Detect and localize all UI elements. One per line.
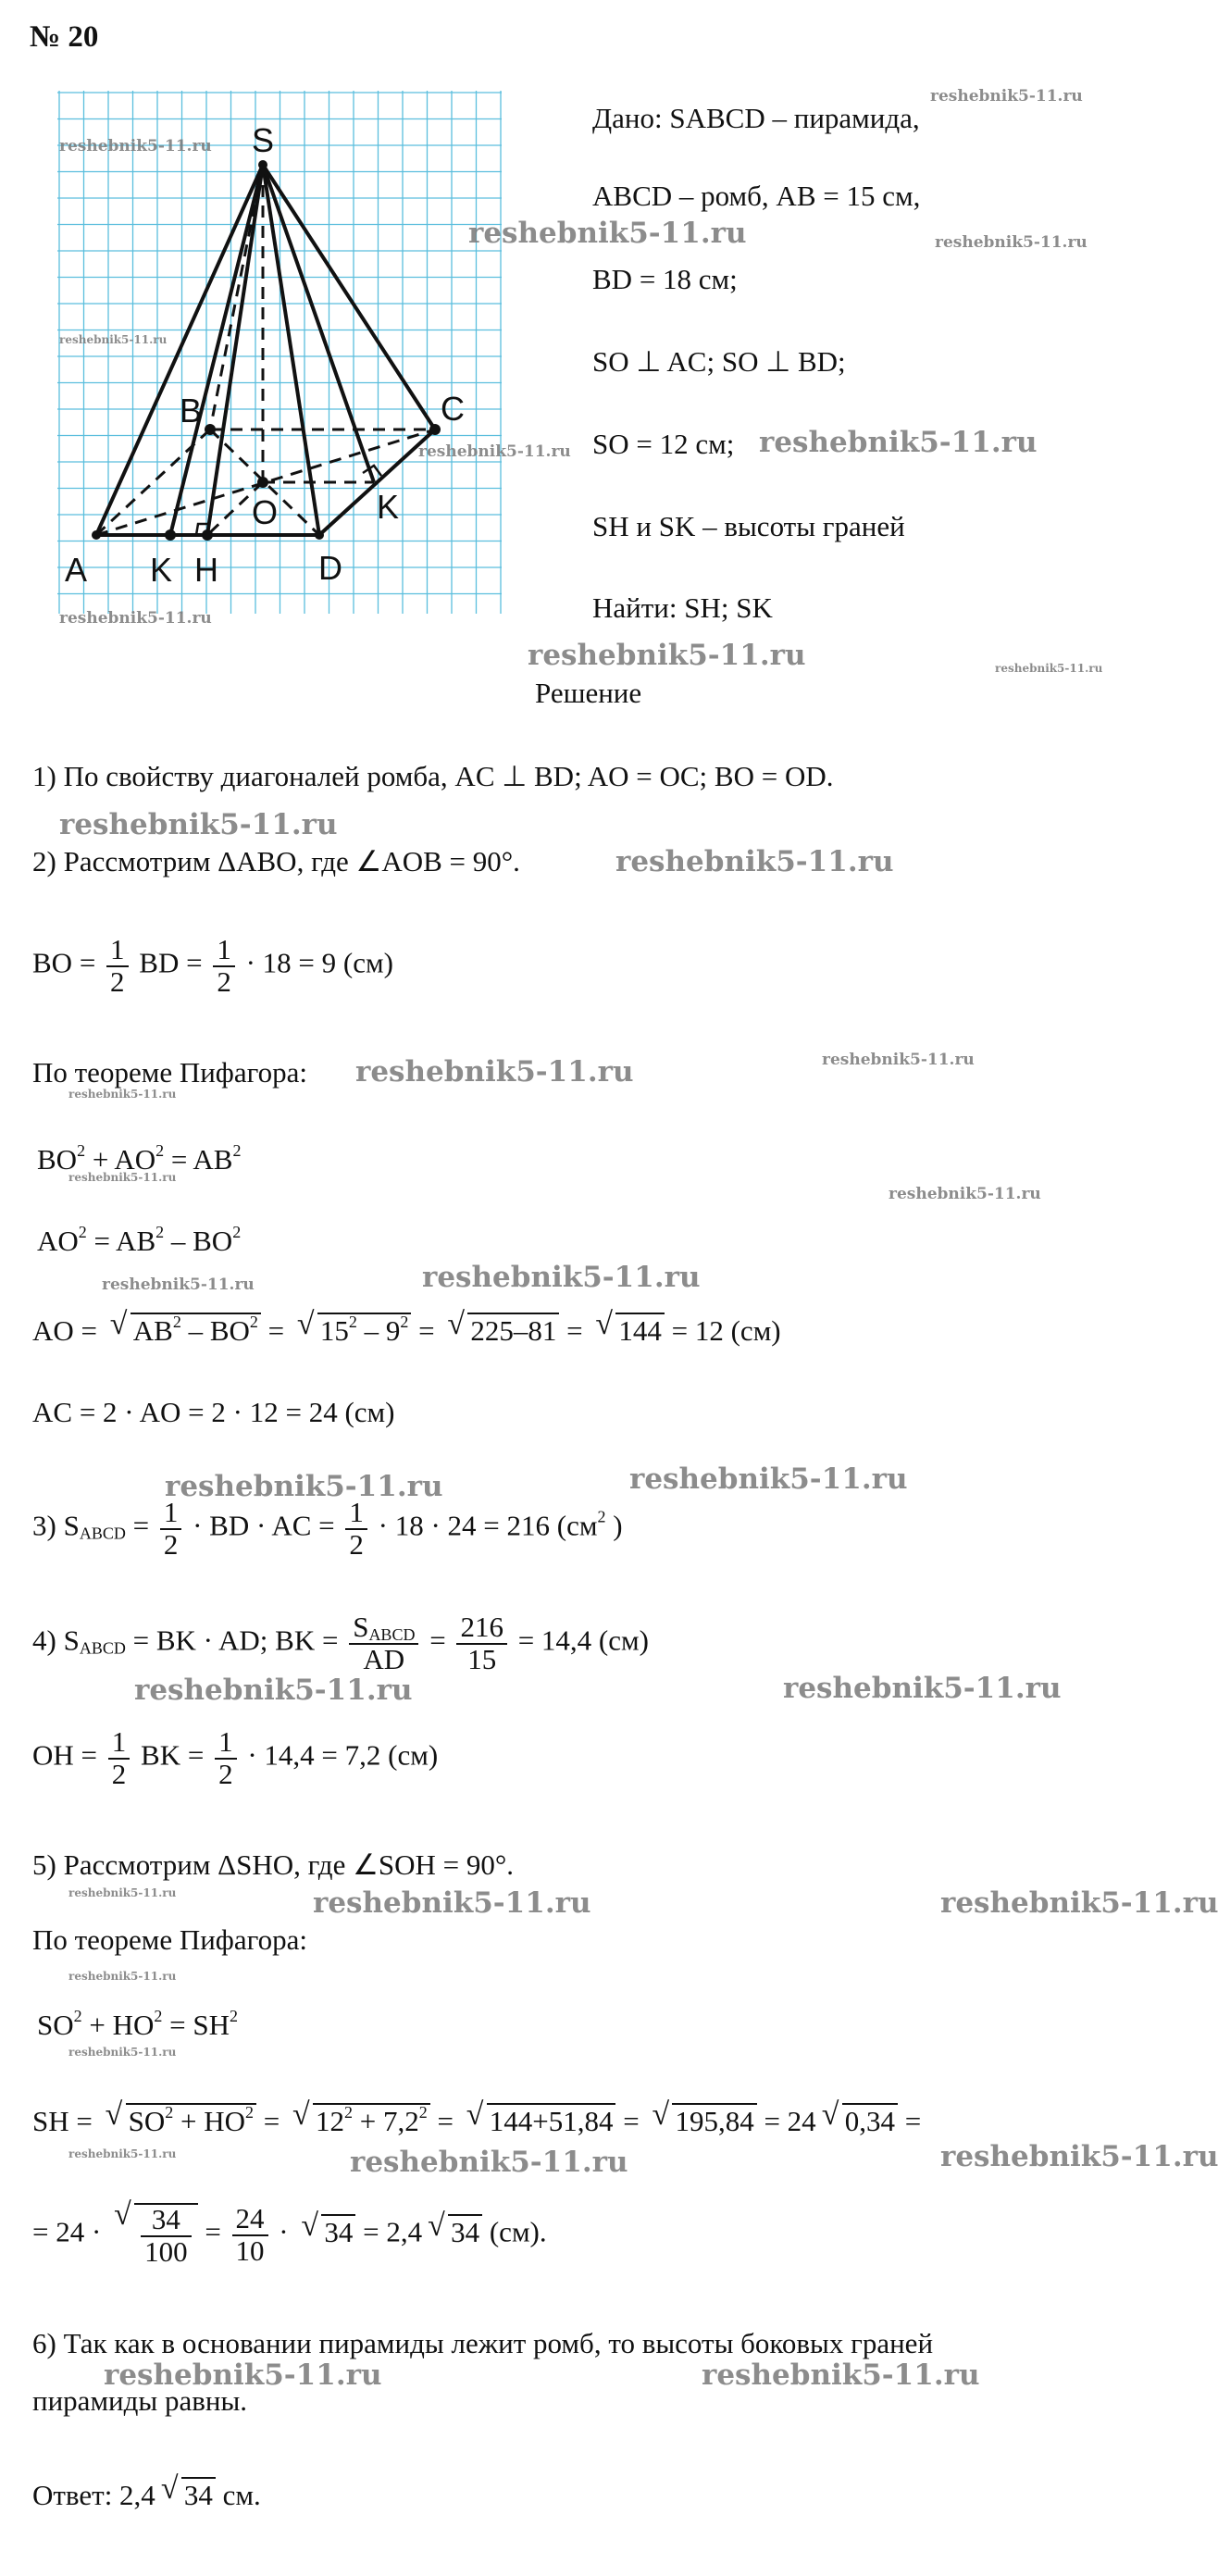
label-H: H xyxy=(194,551,218,589)
watermark: reshebnik5-11.ru xyxy=(59,137,212,156)
watermark: reshebnik5-11.ru xyxy=(350,2146,628,2179)
watermark: reshebnik5-11.ru xyxy=(822,1051,975,1069)
watermark: reshebnik5-11.ru xyxy=(930,87,1083,106)
step-3: 3) $S_{ABCD}$ = $\frac{1}{2}$ · BD · AC = $\frac{1}{2}$ · 18 · 24 = 216 ($см^2$ ) xyxy=(32,1496,623,1561)
eq-bo-ao: $BO^2 + AO^2 = AB^2$ xyxy=(37,1141,242,1176)
watermark: reshebnik5-11.ru xyxy=(134,1674,413,1707)
step-6-line-1: 6) Так как в основании пирамиды лежит ромб, то высоты боковых граней xyxy=(32,2327,934,2359)
solution-title: Решение xyxy=(535,677,642,709)
watermark: reshebnik5-11.ru xyxy=(422,1261,701,1294)
watermark: reshebnik5-11.ru xyxy=(59,609,212,628)
watermark: reshebnik5-11.ru xyxy=(59,333,168,346)
label-C: C xyxy=(441,390,465,428)
watermark: reshebnik5-11.ru xyxy=(104,2358,382,2392)
watermark: reshebnik5-11.ru xyxy=(759,426,1038,459)
edge-AB xyxy=(96,429,210,535)
watermark: reshebnik5-11.ru xyxy=(629,1462,908,1496)
watermark: reshebnik5-11.ru xyxy=(783,1672,1062,1705)
given-line-7: Найти: SH; SK xyxy=(592,591,773,624)
watermark: reshebnik5-11.ru xyxy=(313,1886,591,1920)
eq-ac: AC = 2 · AO = 2 · 12 = 24 (см) xyxy=(32,1396,395,1428)
step-1: 1) По свойству диагоналей ромба, AC ⊥ BD; AO = OC; BO = OD. xyxy=(32,760,834,792)
eq-sh: SH = √ $SO^2 + HO^2$ = √ $12^2 + 7,2^2$ = √ 144+51,84 = √ 195,84 = 24√ 0,34 = xyxy=(32,2103,921,2138)
problem-number: № 20 xyxy=(30,20,99,54)
watermark: reshebnik5-11.ru xyxy=(418,442,571,461)
given-line-1: Дано: SABCD – пирамида, xyxy=(592,102,920,134)
pyramid-figure xyxy=(57,91,503,616)
step-5: 5) Рассмотрим ΔSHO, где ∠SOH = 90°. xyxy=(32,1848,515,1881)
label-K2: K xyxy=(377,488,400,526)
watermark: reshebnik5-11.ru xyxy=(68,2147,177,2160)
watermark: reshebnik5-11.ru xyxy=(468,217,747,250)
given-line-3: BD = 18 см; xyxy=(592,263,738,295)
label-S: S xyxy=(252,121,275,159)
edge-SC xyxy=(263,165,435,429)
step-4: 4) $S_{ABCD}$ = BK · AD; BK = $\frac{S_{ABCD}}{AD}$ = $\frac{216}{15}$ = 14,4 (см) xyxy=(32,1611,649,1675)
label-O: O xyxy=(252,493,279,531)
given-line-2: ABCD – ромб, AB = 15 см, xyxy=(592,180,921,212)
watermark: reshebnik5-11.ru xyxy=(68,2046,177,2059)
given-line-4: SO ⊥ AC; SO ⊥ BD; xyxy=(592,345,846,378)
watermark: reshebnik5-11.ru xyxy=(102,1276,255,1294)
eq-oh: OH = $\frac{1}{2}$ BK = $\frac{1}{2}$ · 14,4 = 7,2 (см) xyxy=(32,1725,439,1790)
eq-sh-2: = 24 · √ $\frac{34}{100}$ = $\frac{24}{10}$ · √ 34 = 2,4√ 34 (см). xyxy=(32,2203,547,2267)
pythagoras-2: По теореме Пифагора: xyxy=(32,1923,307,1956)
watermark: reshebnik5-11.ru xyxy=(68,1970,177,1983)
eq-bo: BO = $\frac{1}{2}$ BD = $\frac{1}{2}$ · 18 = 9 (см) xyxy=(32,933,393,998)
edge-SA xyxy=(96,165,263,535)
label-A: A xyxy=(65,551,88,589)
watermark: reshebnik5-11.ru xyxy=(165,1470,443,1503)
step-2: 2) Рассмотрим ΔABO, где ∠AOB = 90°. xyxy=(32,845,520,877)
step-6-line-2: пирамиды равны. xyxy=(32,2384,248,2417)
watermark: reshebnik5-11.ru xyxy=(59,808,338,841)
label-K1: K xyxy=(150,551,173,589)
watermark: reshebnik5-11.ru xyxy=(68,1171,177,1184)
watermark: reshebnik5-11.ru xyxy=(940,2140,1218,2173)
eq-ao: AO = √ $AB^2 - BO^2$ = √ $15^2 - 9^2$ = √ 225–81 = √ 144 = 12 (см) xyxy=(32,1313,781,1348)
watermark: reshebnik5-11.ru xyxy=(68,1886,177,1899)
watermark: reshebnik5-11.ru xyxy=(995,662,1103,675)
label-B: B xyxy=(180,392,203,429)
given-line-5: SO = 12 см; xyxy=(592,428,735,460)
watermark: reshebnik5-11.ru xyxy=(68,1088,177,1101)
watermark: reshebnik5-11.ru xyxy=(355,1055,634,1089)
watermark: reshebnik5-11.ru xyxy=(889,1185,1041,1203)
watermark: reshebnik5-11.ru xyxy=(940,1886,1218,1920)
given-line-6: SH и SK – высоты граней xyxy=(592,510,905,542)
label-D: D xyxy=(318,549,342,587)
eq-so-ho: $SO^2 + HO^2 = SH^2$ xyxy=(37,2007,239,2041)
pythagoras-1: По теореме Пифагора: xyxy=(32,1056,307,1089)
answer: Ответ: 2,4√ 34 см. xyxy=(32,2477,261,2512)
watermark: reshebnik5-11.ru xyxy=(702,2358,980,2392)
watermark: reshebnik5-11.ru xyxy=(528,639,806,672)
watermark: reshebnik5-11.ru xyxy=(935,233,1088,252)
watermark: reshebnik5-11.ru xyxy=(615,845,894,878)
eq-ao2: $AO^2 = AB^2 - BO^2$ xyxy=(37,1223,242,1257)
